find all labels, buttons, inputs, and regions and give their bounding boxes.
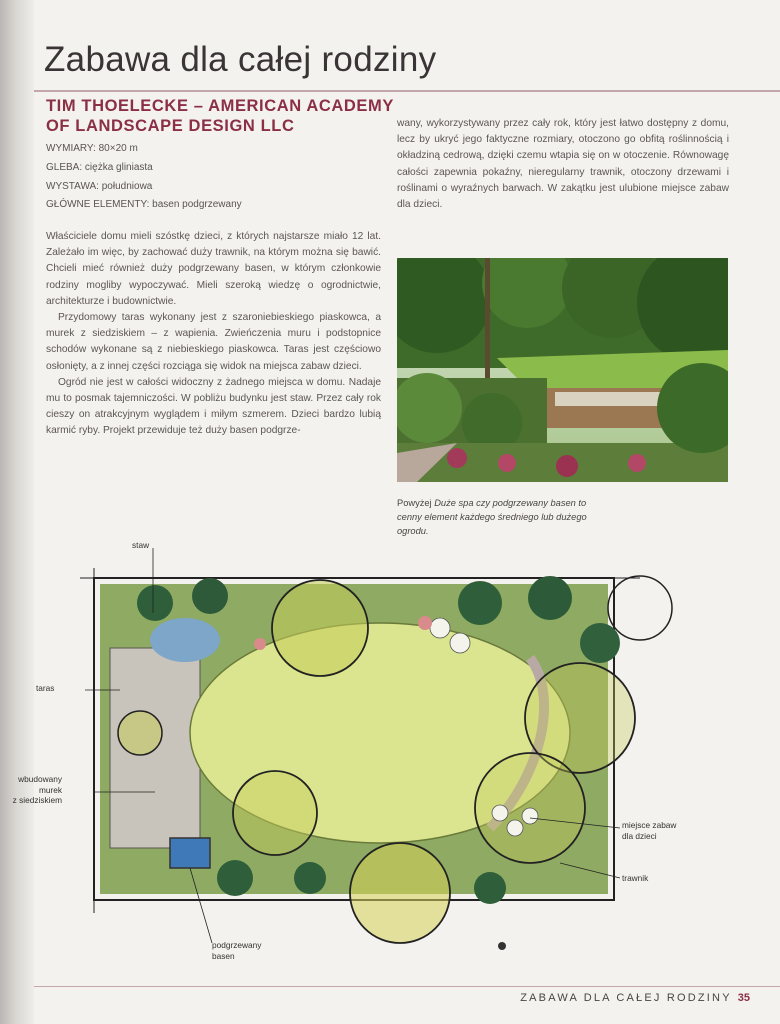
label-line: basen xyxy=(212,950,235,961)
label-line: miejsce zabaw xyxy=(622,820,677,830)
running-title: ZABAWA DLA CAŁEJ RODZINY xyxy=(520,992,732,1004)
label-trawnik: trawnik xyxy=(622,873,649,883)
header-divider xyxy=(34,90,780,92)
spec-key: WYMIARY: xyxy=(46,143,96,154)
paragraph: Ogród nie jest w całości widoczny z żadnego miejsca w domu. Nadaje mu to posmak tajemniczości. W pobliżu budynku jest staw. Przez cały rok cieszy on atrakcyjnym wyglądem i miłym szmerem. Dzieci bardzo lubią karmić ryby. Projekt przewiduje też duży basen podgrze- xyxy=(46,376,381,437)
label-line: murek xyxy=(38,784,62,795)
footer-divider xyxy=(34,986,780,987)
spec-row xyxy=(46,140,242,159)
page-number: 35 xyxy=(737,992,750,1004)
spec-value: południowa xyxy=(101,180,153,192)
label-play-area xyxy=(622,820,676,841)
left-column-text xyxy=(46,229,381,440)
spec-key: GLEBA: xyxy=(46,161,83,173)
spec-row xyxy=(46,196,242,215)
paragraph: Właściciele domu mieli szóstkę dzieci, z których najstarsze miało 12 lat. Zależało im więc, by zachować duży trawnik, na którym można się bawić. Chcieli mieć również duży podgrzewany basen, w którym członkowie rodziny mogliby wypoczywać. Mieli szeroką wiedzę o ogrodnictwie, architekturze i budownictwie. xyxy=(46,231,381,307)
spec-key: GŁÓWNE ELEMENTY: xyxy=(46,199,150,211)
spec-value: 80×20 m xyxy=(98,143,138,154)
label-staw: staw xyxy=(132,540,150,550)
caption-text: Duże spa czy podgrzewany basen to cenny element każdego średniego lub dużego ogrodu. xyxy=(397,498,587,536)
label-line: wbudowany xyxy=(18,774,62,784)
label-line: dla dzieci xyxy=(622,830,657,841)
label-taras: taras xyxy=(36,683,55,693)
spec-row xyxy=(46,159,242,178)
right-column-text: wany, wykorzystywany przez cały rok, który jest łatwo dostępny z domu, lecz by ukryć jego faktyczne rozmiary, otoczono go obfitą roślinnością i okładziną cedrową, dzięki czemu wtapia się on w otoczenie. Równowagę całości zapewnia pokaźny, nieregularny trawnik, otoczony drzewami i roślinami o wyraźnych barwach. W zakątku jest ulubione miejsce zabaw dla dzieci. xyxy=(397,118,729,211)
caption-lead: Powyżej xyxy=(397,498,432,508)
label-basen xyxy=(212,940,261,961)
garden-spa-photo xyxy=(397,258,728,482)
label-line: z siedziskiem xyxy=(12,795,62,805)
spec-value: ciężka gliniasta xyxy=(84,161,153,173)
running-footer xyxy=(520,992,750,1004)
photo-caption xyxy=(397,496,597,538)
paragraph: Przydomowy taras wykonany jest z szaroniebieskiego piaskowca, a murek z siedziskiem – z wapienia. Zwieńczenia muru i podstopnice schodów wykonane są z niebieskiego piaskowca. Taras jest częściowo osłonięty, a z innej części rozciąga się widok na miejsca zabaw dzieci. xyxy=(46,312,381,372)
spec-row xyxy=(46,178,242,197)
book-spine-shadow xyxy=(0,0,34,1024)
page-title: Zabawa dla całej rodziny xyxy=(44,40,437,79)
label-murek xyxy=(4,774,62,806)
designer-name: TIM THOELECKE – AMERICAN ACADEMY OF LANDSCAPE DESIGN LLC xyxy=(46,97,394,135)
spec-list xyxy=(46,140,242,215)
spec-key: WYSTAWA: xyxy=(46,180,99,192)
spec-value: basen podgrzewany xyxy=(152,199,242,211)
label-line: podgrzewany xyxy=(212,940,262,950)
garden-plan-drawing xyxy=(12,540,700,968)
